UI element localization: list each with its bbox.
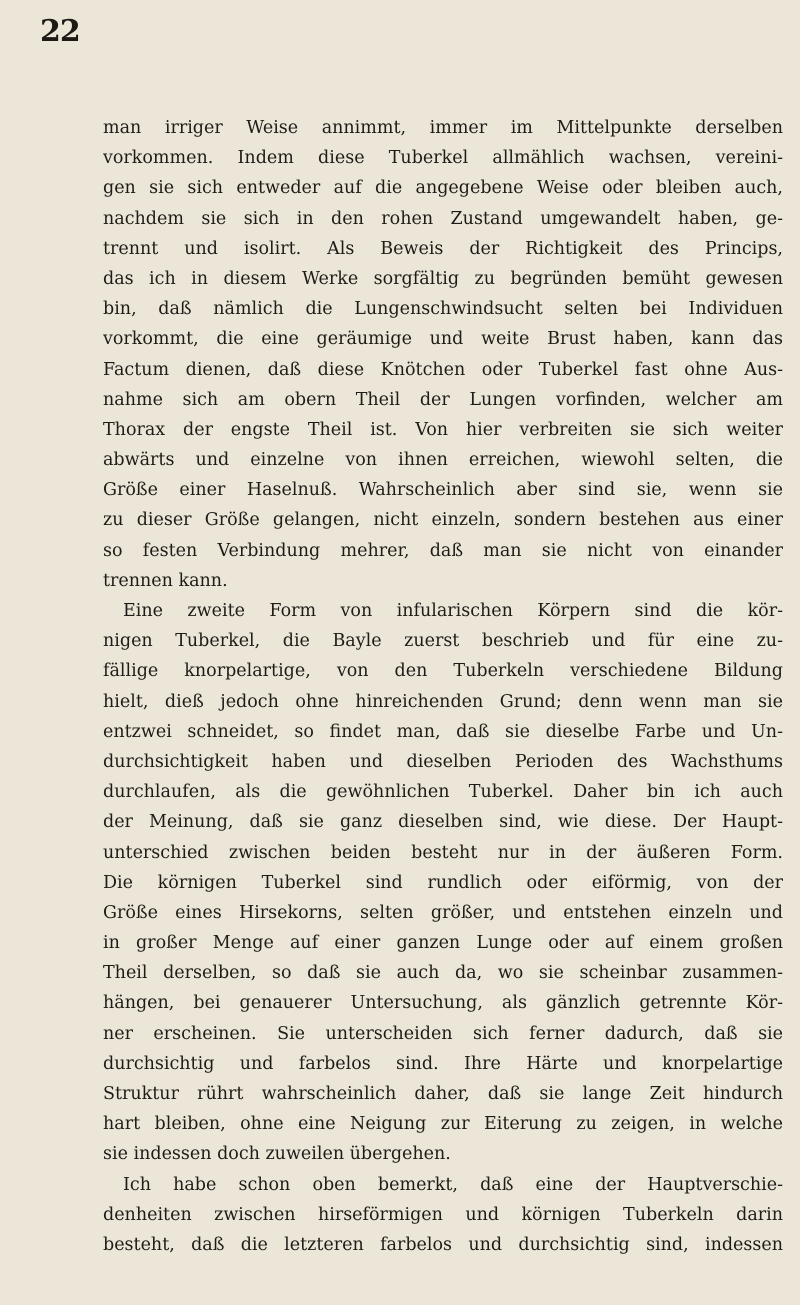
text-line: fällige knorpelartige, von den Tuberkeln verschiedene Bildung: [103, 661, 783, 682]
text-line: so festen Verbindung mehrer, daß man sie nicht von einander: [103, 540, 783, 561]
text-line: Factum dienen, daß diese Knötchen oder Tuberkel fast ohne Aus-: [103, 359, 783, 380]
text-line: nigen Tuberkel, die Bayle zuerst beschrieb und für eine zu-: [103, 631, 783, 652]
text-line: nahme sich am obern Theil der Lungen vorfinden, welcher am: [103, 389, 783, 410]
text-line: das ich in diesem Werke sorgfältig zu begründen bemüht gewesen: [103, 268, 783, 289]
text-line: hielt, dieß jedoch ohne hinreichenden Grund; denn wenn man sie: [103, 691, 783, 712]
text-line: besteht, daß die letzteren farbelos und durchsichtig sind, indessen: [103, 1234, 783, 1255]
text-line: hart bleiben, ohne eine Neigung zur Eiterung zu zeigen, in welche: [103, 1114, 783, 1135]
text-line: vorkommen. Indem diese Tuberkel allmählich wachsen, vereini-: [103, 148, 783, 169]
text-line: ner erscheinen. Sie unterscheiden sich ferner dadurch, daß sie: [103, 1023, 783, 1044]
body-text: [103, 113, 783, 1260]
text-line: man irriger Weise annimmt, immer im Mittelpunkte derselben: [103, 118, 783, 138]
text-line: Theil derselben, so daß sie auch da, wo sie scheinbar zusammen-: [103, 963, 783, 984]
text-line: trennen kann.: [103, 570, 228, 591]
text-line: der Meinung, daß sie ganz dieselben sind, wie diese. Der Haupt-: [103, 812, 783, 833]
page-number: 22: [40, 14, 80, 49]
text-line: Thorax der engste Theil ist. Von hier verbreiten sie sich weiter: [103, 419, 783, 440]
text-line: unterschied zwischen beiden besteht nur in der äußeren Form.: [103, 842, 783, 863]
text-line: gen sie sich entweder auf die angegebene Weise oder bleiben auch,: [103, 178, 783, 199]
text-line: nachdem sie sich in den rohen Zustand umgewandelt haben, ge-: [103, 208, 783, 229]
text-line: vorkommt, die eine geräumige und weite Brust haben, kann das: [103, 329, 783, 350]
text-line: Struktur rührt wahrscheinlich daher, daß sie lange Zeit hindurch: [103, 1084, 783, 1104]
text-line: entzwei schneidet, so findet man, daß sie dieselbe Farbe und Un-: [103, 721, 783, 742]
text-line: bin, daß nämlich die Lungenschwindsucht selten bei Individuen: [103, 299, 783, 320]
text-line: Größe eines Hirsekorns, selten größer, und entstehen einzeln und: [103, 902, 783, 923]
text-line: durchsichtig und farbelos sind. Ihre Härte und knorpelartige: [103, 1053, 783, 1074]
text-line: in großer Menge auf einer ganzen Lunge oder auf einem großen: [103, 933, 783, 954]
text-line: trennt und isolirt. Als Beweis der Richtigkeit des Princips,: [103, 238, 783, 259]
text-line: Ich habe schon oben bemerkt, daß eine der Hauptverschie-: [123, 1174, 783, 1195]
text-line: Größe einer Haselnuß. Wahrscheinlich aber sind sie, wenn sie: [103, 480, 783, 501]
text-line: zu dieser Größe gelangen, nicht einzeln, sondern bestehen aus einer: [103, 510, 783, 531]
text-line: Eine zweite Form von infularischen Körpern sind die kör-: [123, 601, 783, 621]
text-line: Die körnigen Tuberkel sind rundlich oder eiförmig, von der: [103, 872, 783, 893]
text-line: durchsichtigkeit haben und dieselben Perioden des Wachsthums: [103, 751, 783, 772]
text-line: durchlaufen, als die gewöhnlichen Tuberkel. Daher bin ich auch: [103, 782, 783, 803]
text-line: hängen, bei genauerer Untersuchung, als gänzlich getrennte Kör-: [103, 993, 783, 1014]
text-line: denheiten zwischen hirseförmigen und körnigen Tuberkeln darin: [103, 1204, 783, 1225]
text-line: sie indessen doch zuweilen übergehen.: [103, 1144, 451, 1165]
text-line: abwärts und einzelne von ihnen erreichen, wiewohl selten, die: [103, 450, 783, 471]
